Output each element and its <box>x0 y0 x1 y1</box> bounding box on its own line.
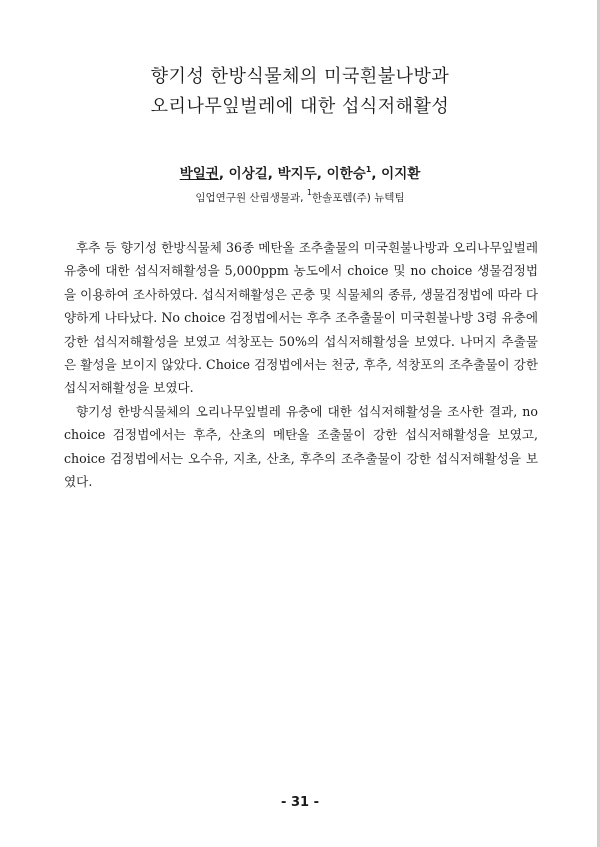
author-3: 박지두 <box>277 166 317 182</box>
abstract-paragraph-1: 후추 등 향기성 한방식물체 36종 메탄올 조추출물의 미국흰불나방과 오리나무잎벌레 유충에 대한 섭식저해활성을 5,000ppm 농도에서 choice 및 no choice 생물검정법을 이용하여 조사하였다. 섭식저해활성은 곤충 및 식물체의 종류, 생물검정법에 따라 다양하게 나타났다. No choice 검정법에서는 후추 조추출물이 미국흰불나방 3령 유충에 강한 섭식저해활성을 보였고 석창포는 50%의 섭식저해활성을 보였다. 나머지 추출물은 활성을 보이지 않았다. Choice 검정법에서는 천궁, 후추, 석창포의 조추출물이 강한 섭식저해활성을 보였다. <box>64 240 538 396</box>
paper-title <box>0 62 600 122</box>
author-separator: , <box>267 166 278 182</box>
author-4: 이한승 <box>326 166 366 182</box>
author-2: 이상길 <box>228 166 268 182</box>
author-separator: , <box>218 166 229 182</box>
author-5: 이지환 <box>381 166 421 182</box>
affiliation-mark: 1 <box>365 165 372 174</box>
author-list <box>0 162 600 182</box>
author-separator: , <box>316 166 327 182</box>
page-number: - 31 - <box>281 795 319 810</box>
affiliation-line <box>0 188 600 205</box>
title-line-1: 향기성 한방식물체의 미국흰불나방과 <box>150 66 450 87</box>
abstract-body <box>64 236 538 493</box>
abstract-paragraph-2: 향기성 한방식물체의 오리나무잎벌레 유충에 대한 섭식저해활성을 조사한 결과, no choice 검정법에서는 후추, 산초의 메탄올 조출물이 강한 섭식저해활성을 보였고, choice 검정법에서는 오수유, 지초, 산초, 후추의 조추출물이 강한 섭식저해활성을 보였다. <box>64 403 538 490</box>
affiliation-secondary: 한솔포렘(주) 뉴텍팀 <box>311 192 405 204</box>
affiliation-mark: 1 <box>306 188 312 197</box>
title-line-2: 오리나무잎벌레에 대한 섭식저해활성 <box>150 96 450 117</box>
author-separator: , <box>371 166 382 182</box>
affiliation-main: 임업연구원 산림생물과, <box>195 192 307 204</box>
author-1: 박일권 <box>179 166 219 182</box>
